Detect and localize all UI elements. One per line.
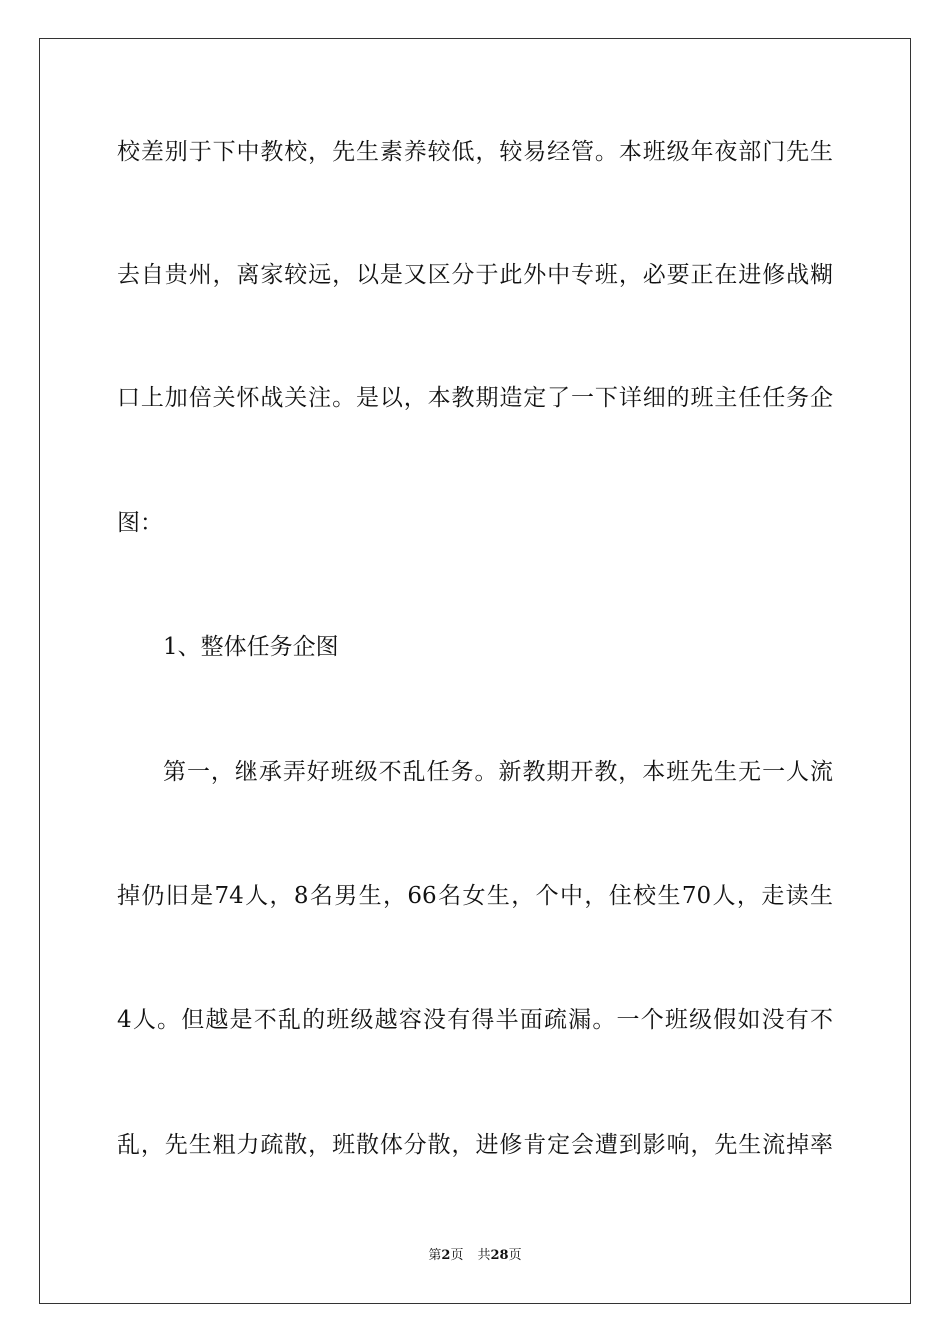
paragraph-line-2: 去自贵州，离家较远，以是又区分于此外中专班，必要正在进修战糊 bbox=[117, 262, 833, 288]
page-suffix: 页 bbox=[450, 1248, 464, 1263]
page-border bbox=[39, 38, 911, 1304]
paragraph-line-9: 乱，先生粗力疏散，班散体分散，进修肯定会遭到影响，先生流掉率 bbox=[117, 1132, 833, 1158]
page-footer bbox=[0, 1247, 950, 1265]
paragraph-line-1: 校差别于下中教校，先生素养较低，较易经管。本班级年夜部门先生 bbox=[117, 139, 833, 165]
paragraph-line-4: 图： bbox=[117, 510, 163, 536]
page-number: 2 bbox=[441, 1248, 451, 1263]
paragraph-line-7: 掉仍旧是74人，8名男生，66名女生，个中，住校生70人，走读生 bbox=[117, 883, 833, 909]
paragraph-line-6: 第一，继承弄好班级不乱任务。新教期开教，本班先生无一人流 bbox=[163, 759, 833, 785]
total-suffix: 页 bbox=[508, 1248, 522, 1263]
paragraph-line-8: 4人。但越是不乱的班级越容没有得半面疏漏。一个班级假如没有不 bbox=[117, 1007, 833, 1033]
section-heading: 1、整体任务企图 bbox=[163, 634, 339, 660]
total-pages: 28 bbox=[490, 1248, 509, 1263]
paragraph-line-3: 口上加倍关怀战关注。是以，本教期造定了一下详细的班主任任务企 bbox=[117, 385, 833, 411]
total-prefix: 共 bbox=[477, 1248, 491, 1263]
page-prefix: 第 bbox=[428, 1248, 442, 1263]
